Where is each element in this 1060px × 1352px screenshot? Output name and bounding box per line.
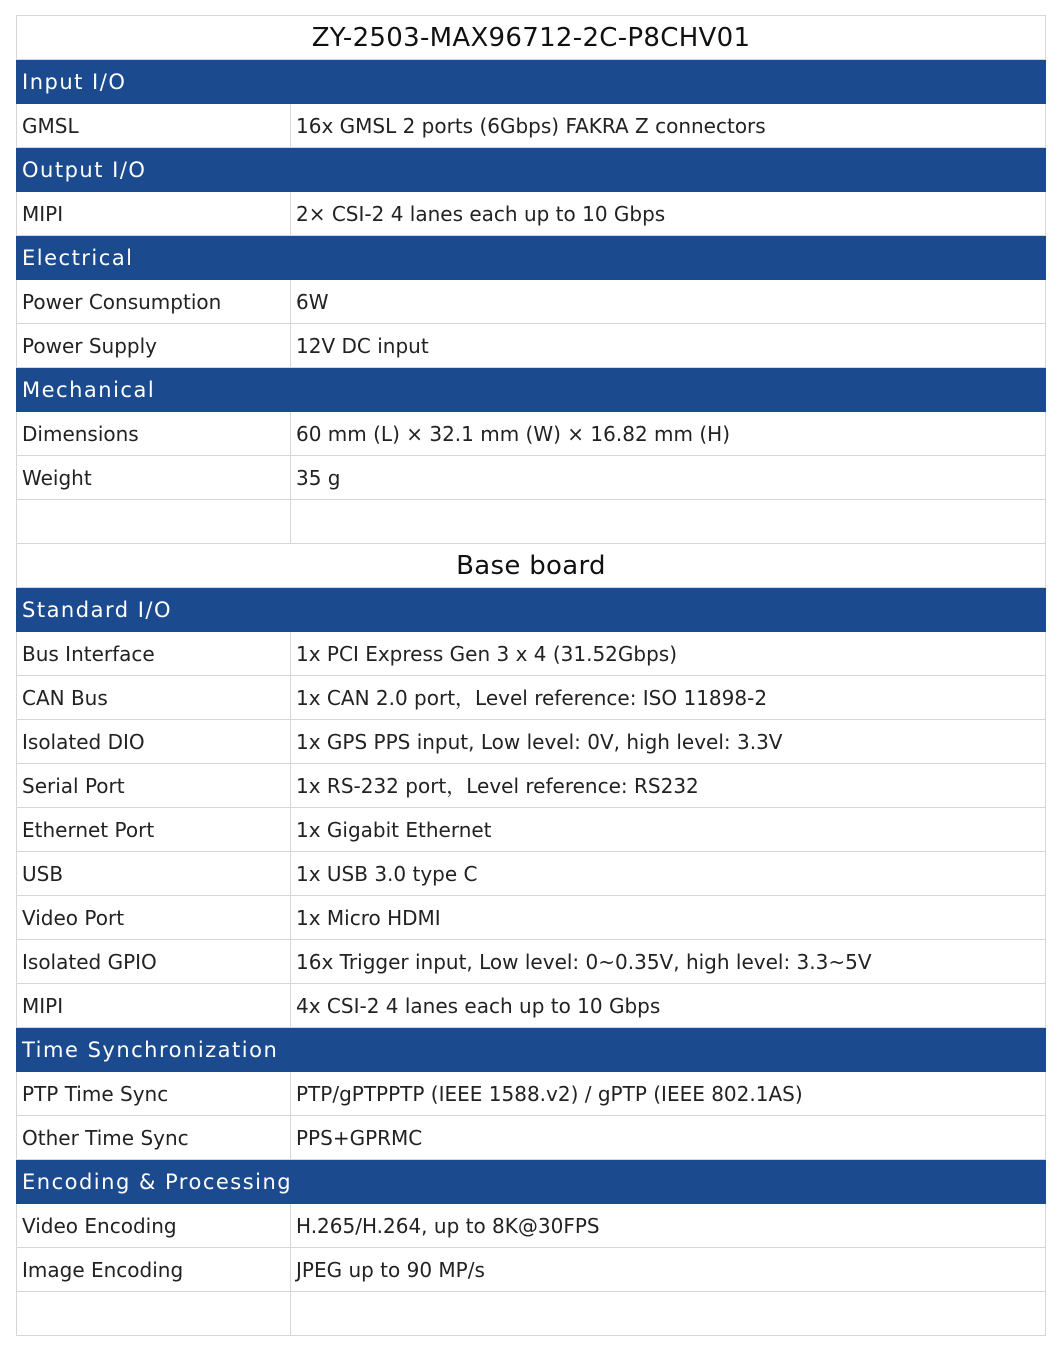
product-title: ZY-2503-MAX96712-2C-P8CHV01: [17, 16, 1046, 60]
spec-value: 2× CSI-2 4 lanes each up to 10 Gbps: [291, 192, 1046, 236]
base-board-title-row: [17, 544, 1046, 588]
section-header-row: [17, 60, 1046, 104]
section-header-mechanical: Mechanical: [17, 368, 1046, 412]
spec-row: [17, 808, 1046, 852]
spec-row: [17, 1116, 1046, 1160]
spec-label: Power Supply: [17, 324, 291, 368]
base-board-title: Base board: [17, 544, 1046, 588]
spec-label: [17, 1292, 291, 1336]
spec-label: PTP Time Sync: [17, 1072, 291, 1116]
section-header-row: [17, 1028, 1046, 1072]
spec-label: Power Consumption: [17, 280, 291, 324]
spec-value: PTP/gPTPPTP (IEEE 1588.v2) / gPTP (IEEE 802.1AS): [291, 1072, 1046, 1116]
spec-label: CAN Bus: [17, 676, 291, 720]
spec-label: USB: [17, 852, 291, 896]
spec-row: [17, 280, 1046, 324]
spec-value: JPEG up to 90 MP/s: [291, 1248, 1046, 1292]
spec-label: Isolated DIO: [17, 720, 291, 764]
spec-label: Isolated GPIO: [17, 940, 291, 984]
spec-label: Video Port: [17, 896, 291, 940]
spec-label: GMSL: [17, 104, 291, 148]
spec-label: Bus Interface: [17, 632, 291, 676]
product-title-row: [17, 16, 1046, 60]
spec-value: H.265/H.264, up to 8K@30FPS: [291, 1204, 1046, 1248]
spec-value: 16x GMSL 2 ports (6Gbps) FAKRA Z connectors: [291, 104, 1046, 148]
spec-row: [17, 676, 1046, 720]
spec-row: [17, 1248, 1046, 1292]
section-header-row: [17, 236, 1046, 280]
spec-label: Dimensions: [17, 412, 291, 456]
spec-row: [17, 1204, 1046, 1248]
spec-row: [17, 764, 1046, 808]
spec-value: [291, 500, 1046, 544]
spec-row: [17, 1072, 1046, 1116]
spec-label: Ethernet Port: [17, 808, 291, 852]
spec-value: 1x GPS PPS input, Low level: 0V, high level: 3.3V: [291, 720, 1046, 764]
spec-value: 60 mm (L) × 32.1 mm (W) × 16.82 mm (H): [291, 412, 1046, 456]
spec-value: 6W: [291, 280, 1046, 324]
section-header-output-io: Output I/O: [17, 148, 1046, 192]
spec-label: Weight: [17, 456, 291, 500]
spec-row: [17, 984, 1046, 1028]
spec-value: 1x PCI Express Gen 3 x 4 (31.52Gbps): [291, 632, 1046, 676]
empty-row: [17, 1292, 1046, 1336]
spec-label: Image Encoding: [17, 1248, 291, 1292]
spec-row: [17, 852, 1046, 896]
spec-row: [17, 720, 1046, 764]
section-header-row: [17, 148, 1046, 192]
section-header-input-io: Input I/O: [17, 60, 1046, 104]
spec-label: Other Time Sync: [17, 1116, 291, 1160]
empty-row: [17, 500, 1046, 544]
spec-label: Video Encoding: [17, 1204, 291, 1248]
spec-row: [17, 104, 1046, 148]
section-header-row: [17, 368, 1046, 412]
section-header-standard-io: Standard I/O: [17, 588, 1046, 632]
spec-value: 1x RS-232 port，Level reference: RS232: [291, 764, 1046, 808]
spec-sheet: [16, 15, 1045, 1336]
spec-label: [17, 500, 291, 544]
spec-label: MIPI: [17, 192, 291, 236]
spec-value: 35 g: [291, 456, 1046, 500]
section-header-row: [17, 1160, 1046, 1204]
section-header-electrical: Electrical: [17, 236, 1046, 280]
spec-value: PPS+GPRMC: [291, 1116, 1046, 1160]
spec-row: [17, 456, 1046, 500]
spec-row: [17, 896, 1046, 940]
spec-value: 12V DC input: [291, 324, 1046, 368]
spec-value: 16x Trigger input, Low level: 0~0.35V, high level: 3.3~5V: [291, 940, 1046, 984]
spec-label: Serial Port: [17, 764, 291, 808]
spec-row: [17, 632, 1046, 676]
section-header-row: [17, 588, 1046, 632]
section-header-encoding: Encoding & Processing: [17, 1160, 1046, 1204]
spec-value: 1x Gigabit Ethernet: [291, 808, 1046, 852]
spec-label: MIPI: [17, 984, 291, 1028]
spec-table: [16, 15, 1046, 1336]
spec-row: [17, 192, 1046, 236]
spec-value: [291, 1292, 1046, 1336]
spec-value: 1x CAN 2.0 port，Level reference: ISO 11898-2: [291, 676, 1046, 720]
spec-row: [17, 324, 1046, 368]
spec-row: [17, 412, 1046, 456]
section-header-time-sync: Time Synchronization: [17, 1028, 1046, 1072]
spec-row: [17, 940, 1046, 984]
spec-value: 1x Micro HDMI: [291, 896, 1046, 940]
spec-value: 4x CSI-2 4 lanes each up to 10 Gbps: [291, 984, 1046, 1028]
spec-value: 1x USB 3.0 type C: [291, 852, 1046, 896]
